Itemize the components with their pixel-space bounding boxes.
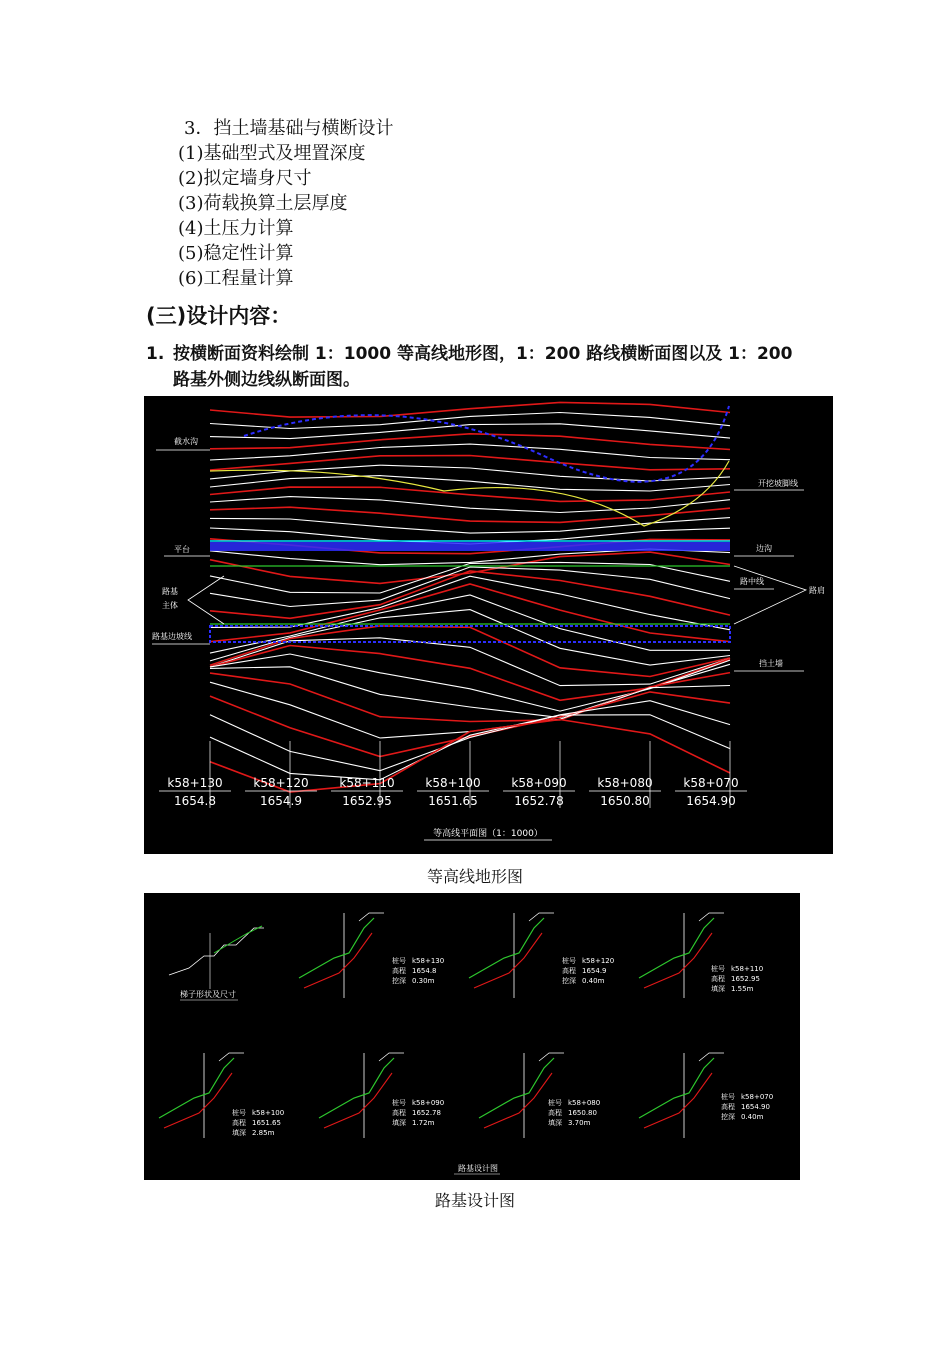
list-item: (5)稳定性计算 <box>178 243 294 264</box>
contour-line <box>210 424 730 439</box>
design-line <box>479 1058 554 1118</box>
station-label: k58+090 <box>511 776 567 790</box>
label-centerline: 路中线 <box>740 577 764 586</box>
label-main-body: 主体 <box>162 601 178 610</box>
design-line <box>639 918 714 978</box>
contour-line <box>210 584 730 642</box>
design-line <box>159 1058 234 1118</box>
section-field-value: k58+070 <box>741 1093 774 1101</box>
section-field-value: 1652.78 <box>412 1109 441 1117</box>
design-line <box>319 1058 394 1118</box>
ground-line <box>644 933 712 988</box>
section-field-label: 桩号 <box>721 1093 735 1101</box>
section-field-label: 填深 <box>232 1129 246 1137</box>
section-field-value: 1654.8 <box>412 967 437 975</box>
station-label: k58+110 <box>339 776 395 790</box>
section-field-label: 高程 <box>548 1109 562 1117</box>
section-field-value: k58+100 <box>252 1109 285 1117</box>
contour-map-svg <box>144 396 833 854</box>
label-retaining-wall: 挡土墙 <box>759 659 783 668</box>
section-field-label: 高程 <box>232 1119 246 1127</box>
label-shoulder: 路肩 <box>809 586 825 595</box>
ground-line <box>304 933 372 988</box>
ground-line <box>484 1073 552 1128</box>
bracket-line <box>188 576 224 624</box>
section-field-label: 填深 <box>392 1119 406 1127</box>
ground-line <box>324 1073 392 1128</box>
section-field-label: 挖深 <box>562 977 576 985</box>
section-field-label: 高程 <box>392 1109 406 1117</box>
ground-line <box>164 1073 232 1128</box>
contour-lines <box>210 402 730 792</box>
contour-line <box>210 673 730 722</box>
contour-line <box>210 434 730 450</box>
contour-map-title: 等高线平面图（1：1000） <box>433 829 543 839</box>
contour-line <box>210 444 730 460</box>
section-field-label: 高程 <box>562 967 576 975</box>
elevation-label: 1654.8 <box>174 794 216 808</box>
ladder-detail-sketch <box>169 926 264 989</box>
section-field-label: 桩号 <box>711 965 725 973</box>
section-field-value: k58+120 <box>582 957 615 965</box>
bracket-line <box>734 566 806 624</box>
section-field-value: 0.40m <box>582 977 605 985</box>
list-item: (4)土压力计算 <box>178 218 294 239</box>
label-side-ditch: 边沟 <box>756 544 772 553</box>
figure1-caption: 等高线地形图 <box>426 867 523 886</box>
elevation-label: 1652.95 <box>342 794 392 808</box>
section-field-value: k58+110 <box>731 965 764 973</box>
design-line <box>639 1058 714 1118</box>
list-item: (3)荷载换算土层厚度 <box>178 193 348 214</box>
ground-line <box>644 1073 712 1128</box>
label-slope-line: 路基边坡线 <box>152 632 192 641</box>
ground-line <box>474 933 542 988</box>
cross-sections <box>159 913 773 1138</box>
contour-line <box>210 552 730 583</box>
paragraph-line2: 路基外侧边线纵断面图。 <box>173 370 360 390</box>
label-cut-toe: 开挖坡脚线 <box>758 479 798 488</box>
design-step-list <box>178 116 393 291</box>
section-field-value: 1654.90 <box>741 1103 770 1111</box>
contour-line <box>210 487 730 501</box>
berm-band <box>210 542 730 551</box>
contour-line <box>210 497 730 513</box>
section-field-value: 1650.80 <box>568 1109 597 1117</box>
contour-line <box>210 664 730 717</box>
subgrade-design-title: 路基设计图 <box>458 1164 498 1173</box>
figure2-caption: 路基设计图 <box>434 1191 515 1210</box>
list-item: (6)工程量计算 <box>178 268 294 289</box>
section-field-value: 1652.95 <box>731 975 760 983</box>
section-field-label: 高程 <box>711 975 725 983</box>
label-intercept-ditch: 截水沟 <box>174 437 198 446</box>
section-field-value: 3.70m <box>568 1119 591 1127</box>
contour-line <box>210 638 730 686</box>
contour-line <box>210 402 730 417</box>
elevation-label: 1654.90 <box>686 794 736 808</box>
section-field-label: 桩号 <box>232 1109 246 1117</box>
section-field-value: k58+130 <box>412 957 445 965</box>
contour-line <box>210 654 730 711</box>
section-field-value: 0.30m <box>412 977 435 985</box>
label-platform: 平台 <box>174 545 190 554</box>
ladder-detail-label: 梯子形状及尺寸 <box>180 990 236 999</box>
contour-map-figure <box>144 396 833 854</box>
list-item: (1)基础型式及埋置深度 <box>178 143 366 164</box>
paragraph-number: 1. <box>146 344 165 364</box>
elevation-label: 1650.80 <box>600 794 650 808</box>
section-field-label: 填深 <box>548 1119 562 1127</box>
section-heading: (三)设计内容： <box>146 304 292 328</box>
contour-line <box>210 413 730 429</box>
list-item: (2)拟定墙身尺寸 <box>178 168 312 189</box>
section-field-label: 桩号 <box>562 957 576 965</box>
subgrade-design-svg <box>144 893 800 1180</box>
paragraph-line1: 按横断面资料绘制 1：1000 等高线地形图，1：200 路线横断面图以及 1：200 <box>173 344 793 364</box>
section-field-label: 填深 <box>711 985 725 993</box>
section-field-value: 0.40m <box>741 1113 764 1121</box>
section-field-label: 桩号 <box>548 1099 562 1107</box>
contour-line <box>210 682 730 738</box>
contour-line <box>210 507 730 522</box>
design-line <box>469 918 544 978</box>
station-table <box>159 776 747 808</box>
section-field-value: k58+090 <box>412 1099 445 1107</box>
section-field-label: 桩号 <box>392 957 406 965</box>
section-field-label: 高程 <box>721 1103 735 1111</box>
section-field-label: 挖深 <box>392 977 406 985</box>
station-label: k58+120 <box>253 776 309 790</box>
list-item: 3．挡土墙基础与横断设计 <box>184 118 394 139</box>
station-label: k58+070 <box>683 776 739 790</box>
section-field-value: 1651.65 <box>252 1119 281 1127</box>
section-field-value: 1654.9 <box>582 967 607 975</box>
design-line <box>299 918 374 978</box>
paragraph <box>146 341 826 393</box>
elevation-label: 1654.9 <box>260 794 302 808</box>
section-field-value: 2.85m <box>252 1129 275 1137</box>
section-field-label: 挖深 <box>721 1113 735 1121</box>
section-field-value: k58+080 <box>568 1099 601 1107</box>
section-field-label: 高程 <box>392 967 406 975</box>
section-field-label: 桩号 <box>392 1099 406 1107</box>
label-roadbed: 路基 <box>162 587 178 596</box>
station-label: k58+130 <box>167 776 223 790</box>
section-field-value: 1.55m <box>731 985 754 993</box>
station-label: k58+080 <box>597 776 653 790</box>
elevation-label: 1651.65 <box>428 794 478 808</box>
section-field-value: 1.72m <box>412 1119 435 1127</box>
contour-line <box>210 549 730 565</box>
elevation-label: 1652.78 <box>514 794 564 808</box>
subgrade-design-figure <box>144 893 800 1180</box>
station-label: k58+100 <box>425 776 481 790</box>
